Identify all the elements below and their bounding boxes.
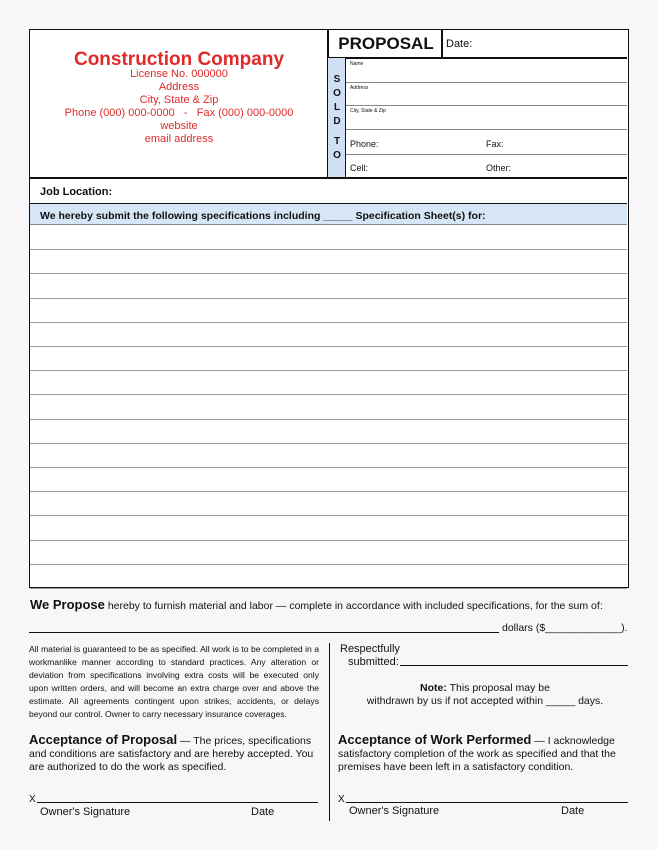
spec-row-line[interactable] (30, 467, 627, 468)
spec-row-line[interactable] (30, 346, 627, 347)
spec-row-line[interactable] (30, 249, 627, 250)
city-label: City, State & Zip (350, 108, 386, 114)
company-website: website (160, 120, 198, 132)
cell-label: Cell: (350, 163, 369, 173)
company-city: City, State & Zip (139, 94, 219, 106)
title-bottom-rule (327, 57, 627, 59)
note-line2: withdrawn by us if not accepted within _____ days. (366, 695, 604, 707)
spec-row-line[interactable] (30, 443, 627, 444)
sold-to-letter: T (333, 136, 341, 147)
city-line[interactable] (346, 129, 627, 130)
acceptance-proposal (29, 733, 319, 774)
spec-row-line[interactable] (30, 370, 627, 371)
spec-row-line[interactable] (30, 322, 627, 323)
name-line[interactable] (346, 82, 627, 83)
date-label-left: Date (251, 806, 275, 818)
spec-row-line[interactable] (30, 540, 627, 541)
spec-row-line[interactable] (30, 419, 627, 420)
other-label: Other: (486, 163, 512, 173)
sold-to-strip (328, 58, 346, 178)
spec-header-text: We hereby submit the following specifications including _____ Specification Sheet(s) for: (40, 210, 486, 222)
proposal-title: PROPOSAL (338, 34, 434, 53)
submitted-signature-line[interactable] (400, 665, 628, 666)
note-line1 (340, 682, 630, 694)
sold-to-letter: S (333, 74, 341, 85)
date-label-right: Date (561, 805, 585, 817)
sum-words-line[interactable] (29, 632, 499, 633)
sold-to-letter: O (333, 150, 341, 161)
legal-terms: All material is guaranteed to be as specified. All work is to be completed in a workmanlike manner according to standard practices. Any alteration or deviation from specifications involving extra costs will be executed only upon written orders, and will become an extra charge over and above the estimate. All agreements contingent upon strikes, accidents, or delays beyond our control. Owner to carry necessary insurance coverages. (29, 644, 319, 719)
acceptance-work-title: Acceptance of Work Performed (338, 732, 532, 747)
owner-signature-line-right[interactable] (346, 802, 628, 803)
sold-to-letter: L (333, 102, 341, 113)
phone-line[interactable] (346, 154, 627, 155)
spec-row-line[interactable] (30, 588, 627, 589)
spec-row-line[interactable] (30, 515, 627, 516)
address-line[interactable] (346, 105, 627, 106)
owner-signature-label-right: Owner's Signature (349, 805, 440, 817)
spec-row-line[interactable] (30, 298, 627, 299)
respectfully-line2: submitted: (348, 656, 399, 668)
company-address: Address (158, 81, 200, 93)
header-bottom-rule (30, 177, 627, 179)
sold-to-letter: D (333, 116, 341, 127)
x-mark-left: X (29, 794, 36, 805)
fax-label: Fax: (486, 139, 504, 149)
sold-to-letter: O (333, 88, 341, 99)
company-license: License No. 000000 (130, 68, 228, 80)
propose-lead: We Propose (30, 597, 105, 612)
spec-row-line[interactable] (30, 394, 627, 395)
x-mark-right: X (338, 794, 345, 805)
bottom-divider (329, 643, 330, 821)
form-main-box (29, 29, 629, 588)
spec-header-bar (30, 203, 627, 225)
propose-sentence (30, 597, 603, 612)
respectfully-line1: Respectfully (340, 643, 400, 655)
owner-signature-label-left: Owner's Signature (40, 806, 131, 818)
acceptance-proposal-title: Acceptance of Proposal (29, 732, 178, 747)
note-text-1: This proposal may be (449, 682, 550, 694)
propose-text: hereby to furnish material and labor — complete in accordance with included specifications, for the sum of: (107, 600, 603, 612)
company-phone-fax: Phone (000) 000-0000 - Fax (000) 000-0000 (64, 107, 294, 119)
spec-row-line[interactable] (30, 491, 627, 492)
company-name: Construction Company (73, 49, 285, 70)
spec-row-line[interactable] (30, 273, 627, 274)
phone-label: Phone: (350, 139, 379, 149)
owner-signature-line-left[interactable] (37, 802, 318, 803)
note-label: Note: (420, 682, 447, 694)
acceptance-work (338, 733, 628, 774)
acceptance-work-text: — I acknowledge satisfactory completion of the work as specified and that the premises have been left in a satisfactory condition. (338, 735, 616, 773)
company-email: email address (144, 133, 214, 145)
job-location-label[interactable]: Job Location: (40, 186, 113, 198)
name-label: Name (350, 61, 364, 67)
acceptance-proposal-text: — The prices, specifications and conditions are satisfactory and are hereby accepted. You are authorized to do the work as specified. (29, 735, 314, 773)
address-label: Address (350, 85, 369, 91)
date-label[interactable]: Date: (446, 38, 473, 50)
title-divider (441, 30, 443, 58)
spec-row-line[interactable] (30, 564, 627, 565)
dollars-field[interactable]: dollars ($_____________). (502, 622, 628, 634)
